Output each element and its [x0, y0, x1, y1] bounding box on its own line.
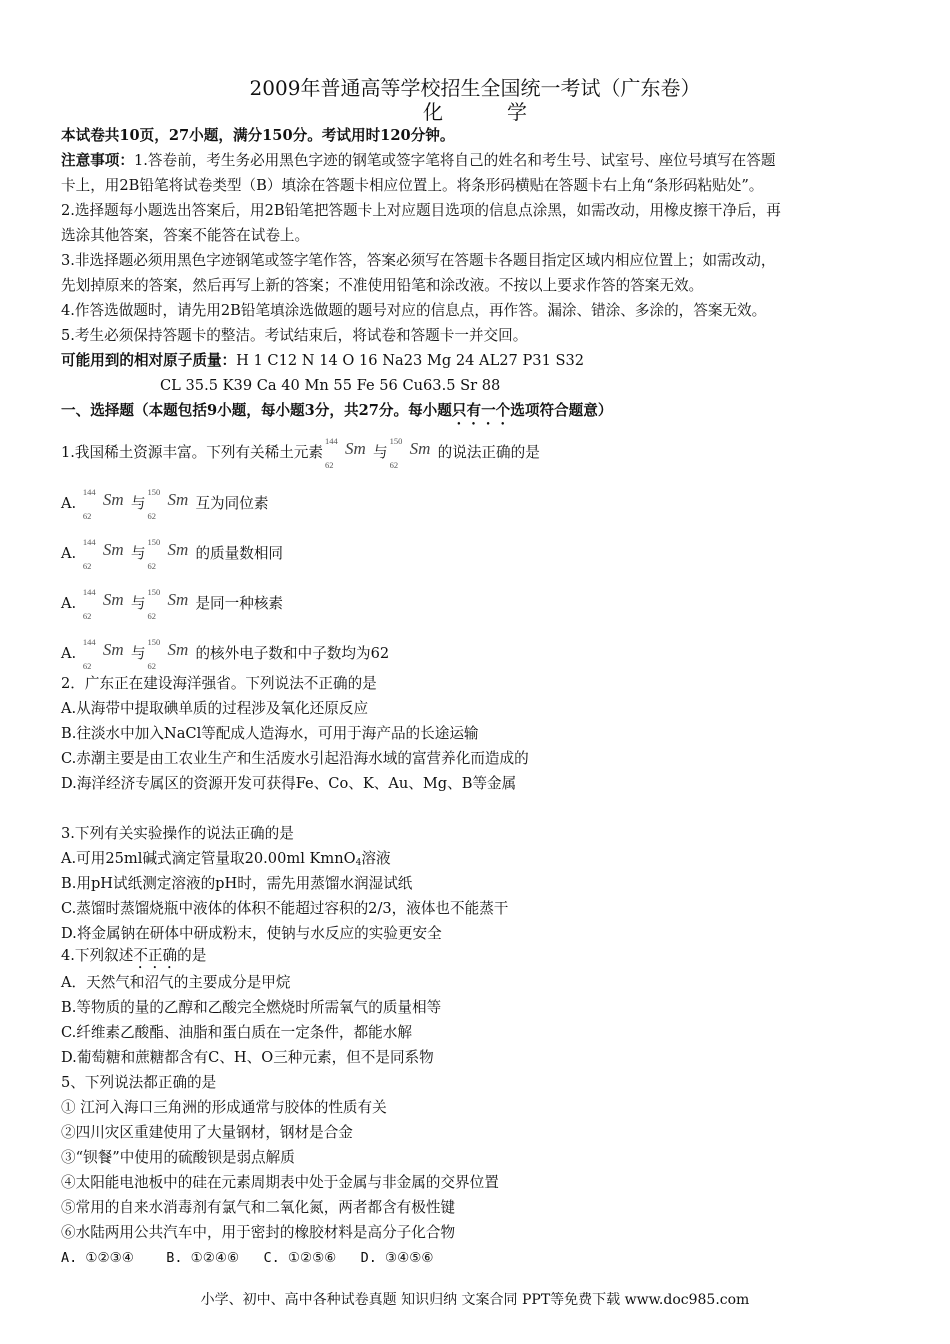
question-5-item-4: ④太阳能电池板中的硅在元素周期表中处于金属与非金属的交界位置: [61, 1174, 499, 1191]
notes-label: 注意事项：: [61, 152, 134, 169]
note-3-cont: 先划掉原来的答案，然后再写上新的答案；不准使用铅笔和涂改液。不按以上要求作答的答案无效。: [61, 277, 704, 294]
question-4-option-b: B.等物质的量的乙醇和乙酸完全燃烧时所需氧气的质量相等: [61, 999, 442, 1016]
question-1-option-b: A. 144 62 Sm 与 150 62 Sm 的质量数相同: [61, 532, 901, 572]
question-5-stem: 5、下列说法都正确的是: [61, 1074, 217, 1091]
nuclide-sm-144: 144 62 Sm: [82, 637, 124, 671]
question-3-option-b: B.用pH试纸测定溶液的pH时，需先用蒸馏水润湿试纸: [61, 875, 413, 892]
question-4-option-c: C.纤维素乙酸酯、油脂和蛋白质在一定条件，都能水解: [61, 1024, 412, 1041]
question-5-options: A. ①②③④ B. ①②④⑥ C. ①②⑤⑥ D. ③④⑤⑥: [61, 1250, 434, 1266]
section-1-heading: 一、选择题（本题包括9小题，每小题3分，共27分。每小题只有一个选项符合题意）: [61, 402, 613, 419]
note-2-cont: 选涂其他答案，答案不能答在试卷上。: [61, 227, 310, 244]
nuclide-sm-150: 150 62 Sm: [147, 537, 189, 571]
exam-summary: 本试卷共10页，27小题，满分150分。考试用时120分钟。: [61, 127, 455, 144]
nuclide-sm-150: 150 62 Sm: [147, 637, 189, 671]
question-1-option-a: A. 144 62 Sm 与 150 62 Sm 互为同位素: [61, 482, 901, 522]
nuclide-sm-150: 150 62 Sm: [147, 587, 189, 621]
question-3-option-a: A.可用25ml碱式滴定管量取20.00ml KmnO$_4$溶液: [61, 850, 391, 868]
question-3-stem: 3.下列有关实验操作的说法正确的是: [61, 825, 294, 842]
question-5-item-5: ⑤常用的自来水消毒剂有氯气和二氧化氮，两者都含有极性键: [61, 1199, 456, 1216]
atomic-mass-label: 可能用到的相对原子质量：: [61, 352, 237, 369]
question-1-option-c: A. 144 62 Sm 与 150 62 Sm 是同一种核素: [61, 582, 901, 622]
question-2-option-b: B.往淡水中加入NaCl等配成人造海水，可用于海产品的长途运输: [61, 725, 479, 742]
nuclide-sm-144: 144 62 Sm: [82, 487, 124, 521]
question-3-option-c: C.蒸馏时蒸馏烧瓶中液体的体积不能超过容积的2/3，液体也不能蒸干: [61, 900, 509, 917]
question-3-option-d: D.将金属钠在研体中研成粉末，使钠与水反应的实验更安全: [61, 925, 442, 942]
note-1-cont: 卡上，用2B铅笔将试卷类型（B）填涂在答题卡相应位置上。将条形码横贴在答题卡右上角“条形码粘贴处”。: [61, 177, 764, 194]
question-4-option-a: A．天然气和沼气的主要成分是甲烷: [61, 974, 291, 991]
exam-title: 2009年普通高等学校招生全国统一考试（广东卷）: [249, 76, 701, 100]
nuclide-sm-144: 144 62 Sm: [325, 436, 366, 470]
question-2-option-c: C.赤潮主要是由工农业生产和生活废水引起沿海水域的富营养化而造成的: [61, 750, 529, 767]
question-2-option-a: A.从海带中提取碘单质的过程涉及氧化还原反应: [61, 700, 369, 717]
nuclide-sm-144: 144 62 Sm: [82, 587, 124, 621]
atomic-mass-line-1: 可能用到的相对原子质量：H 1 C12 N 14 O 16 Na23 Mg 24 AL27 P31 S32: [61, 352, 585, 369]
note-3: 3.非选择题必须用黑色字迹钢笔或签字笔作答，答案必须写在答题卡各题目指定区域内相应位置上；如需改动，: [61, 252, 776, 269]
question-4-option-d: D.葡萄糖和蔗糖都含有C、H、O三种元素，但不是同系物: [61, 1049, 434, 1066]
question-5-item-3: ③“钡餐”中使用的硫酸钡是弱点解质: [61, 1149, 295, 1166]
atomic-mass-line-2: CL 35.5 K39 Ca 40 Mn 55 Fe 56 Cu63.5 Sr 88: [160, 377, 501, 394]
note-4: 4.作答选做题时，请先用2B铅笔填涂选做题的题号对应的信息点，再作答。漏涂、错涂、多涂的，答案无效。: [61, 302, 767, 319]
question-5-item-2: ②四川灾区重建使用了大量钢材，钢材是合金: [61, 1124, 353, 1141]
question-4-stem: 4.下列叙述不正确的是: [61, 947, 207, 964]
page-footer: 小学、初中、高中各种试卷真题 知识归纳 文案合同 PPT等免费下载 www.doc985.com: [200, 1292, 750, 1308]
nuclide-sm-144: 144 62 Sm: [82, 537, 124, 571]
question-1-stem: 1.我国稀土资源丰富。下列有关稀土元素 144 62 Sm 与 150 62 Sm 的说法正确的是: [61, 431, 901, 471]
note-5: 5.考生必须保持答题卡的整洁。考试结束后，将试卷和答题卡一并交回。: [61, 327, 528, 344]
nuclide-sm-150: 150 62 Sm: [147, 487, 189, 521]
question-1-option-d: A. 144 62 Sm 与 150 62 Sm 的核外电子数和中子数均为62: [61, 632, 901, 672]
question-5-item-1: ① 江河入海口三角洲的形成通常与胶体的性质有关: [61, 1099, 387, 1116]
note-2: 2.选择题每小题选出答案后，用2B铅笔把答题卡上对应题目选项的信息点涂黑，如需改动，用橡皮擦干净后，再: [61, 202, 781, 219]
question-2-stem: 2．广东正在建设海洋强省。下列说法不正确的是: [61, 675, 377, 692]
nuclide-sm-150: 150 62 Sm: [389, 436, 431, 470]
question-5-item-6: ⑥水陆两用公共汽车中，用于密封的橡胶材料是高分子化合物: [61, 1224, 456, 1241]
note-1: 注意事项：1.答卷前，考生务必用黑色字迹的钢笔或签字笔将自己的姓名和考生号、试室号、座位号填写在答题: [61, 152, 776, 169]
question-2-option-d: D.海洋经济专属区的资源开发可获得Fe、Co、K、Au、Mg、B等金属: [61, 775, 517, 792]
exam-subject: 化 学: [423, 100, 549, 124]
